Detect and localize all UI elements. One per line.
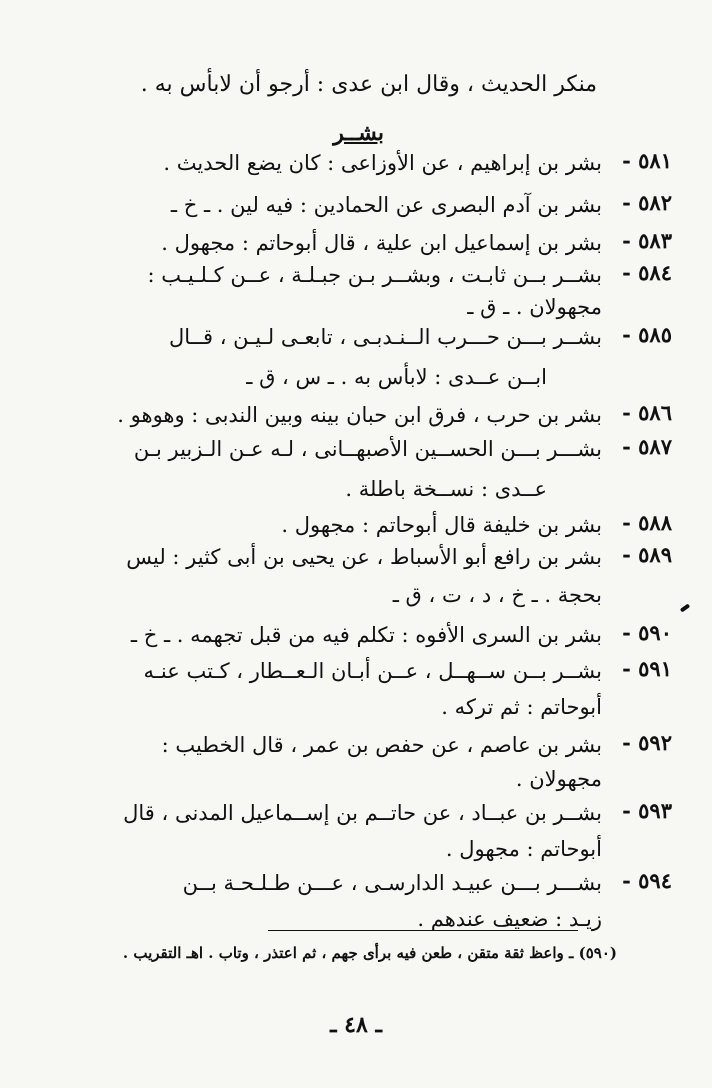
entry-text-cont: أبوحاتم : مجهول .	[445, 837, 602, 861]
entry-number: ٥٨٤ -	[622, 260, 672, 285]
entry-number: ٥٨٨ -	[622, 510, 672, 535]
entry-592-cont	[70, 764, 602, 794]
entry-594	[70, 868, 672, 898]
entry-number: ٥٨٦ -	[622, 400, 672, 425]
entry-584	[70, 260, 672, 290]
entry-text: بشر بن السرى الأفوه : تكلم فيه من قبل تجهمه . ـ خ ـ	[130, 623, 602, 647]
continuation-line: منكر الحديث ، وقال ابن عدى : أرجو أن لابأس به .	[140, 72, 597, 97]
entry-text-cont: ابــن عــدى : لابأس به . ـ س ، ق ـ	[246, 365, 547, 389]
entry-number: ٥٨١ -	[622, 148, 672, 173]
entry-583	[70, 228, 672, 258]
footnote: (٥٩٠) ـ واعظ ثقة متقن ، طعن فيه برأى جهم ، ثم اعتذر ، وتاب . اهـ التقريب .	[122, 944, 617, 962]
entry-585	[70, 322, 672, 352]
entry-text: بشــر بــن ســهــل ، عــن أبـان الـعــطار ، كـتب عنـه	[143, 659, 602, 683]
entry-587	[70, 434, 672, 464]
entry-582	[70, 190, 672, 220]
entry-text: بشــر بــن ثابـت ، وبشــر بـن جبـلـة ، عــن كـلـيـب :	[147, 263, 602, 287]
entry-589	[70, 542, 672, 572]
entry-number: ٥٩٢ -	[622, 730, 672, 755]
entry-text: بشـــر بـــن عبيـد الدارسـى ، عـــن طـلـحـة بــن	[182, 871, 602, 895]
entry-number: ٥٩٣ -	[622, 798, 672, 823]
entry-584-cont	[70, 292, 602, 322]
entry-text: بشــر بـــن حـــرب الــنـدبـى ، تابعـى لـيـن ، قــال	[169, 325, 602, 349]
entry-text: بشـــر بـــن الحســين الأصبهــانى ، لـه عـن الـزبير بـن	[133, 437, 602, 461]
entry-text-cont: عــدى : نســخة باطلة .	[345, 477, 547, 501]
entry-text-cont: مجهولان . ـ ق ـ	[467, 295, 602, 319]
entry-588	[70, 510, 672, 540]
entry-586	[70, 400, 672, 430]
entry-593-cont	[70, 834, 602, 864]
entry-text: بشر بن خليفة قال أبوحاتم : مجهول .	[281, 513, 602, 537]
entry-text-cont: مجهولان .	[515, 767, 602, 791]
entry-number: ٥٩٤ -	[622, 868, 672, 893]
entry-text: بشر بن عاصم ، عن حفص بن عمر ، قال الخطيب :	[161, 733, 602, 757]
entry-number: ٥٩٠ -	[622, 620, 672, 645]
entry-591	[70, 656, 672, 686]
entry-text: بشــر بن عبــاد ، عن حاتــم بن إســماعيل المدنى ، قال	[123, 801, 602, 825]
entry-number: ٥٨٥ -	[622, 322, 672, 347]
entry-text-cont: أبوحاتم : ثم تركه .	[441, 695, 602, 719]
entry-number: ٥٩١ -	[622, 656, 672, 681]
entry-592	[70, 730, 672, 760]
entry-text: بشر بن إبراهيم ، عن الأوزاعى : كان يضع الحديث .	[163, 151, 602, 175]
ink-mark	[680, 603, 690, 612]
entry-593	[70, 798, 672, 828]
page-number: ـ ٤٨ ـ	[330, 1012, 382, 1038]
entry-text: بشر بن آدم البصرى عن الحمادين : فيه لين . ـ خ ـ	[170, 193, 602, 217]
entry-text-cont: زيـد : ضعيف عندهم .	[417, 907, 602, 931]
entry-591-cont	[70, 692, 602, 722]
entry-text: بشر بن رافع أبو الأسباط ، عن يحيى بن أبى كثير : ليس	[126, 545, 602, 569]
footnote-rule	[268, 930, 578, 931]
entry-text-cont: بحجة . ـ خ ، د ، ت ، ق ـ	[392, 583, 602, 607]
entry-581	[70, 148, 672, 178]
entry-number: ٥٨٩ -	[622, 542, 672, 567]
entry-590	[70, 620, 672, 650]
entry-589-cont	[70, 580, 602, 610]
entry-587-cont	[70, 474, 547, 504]
section-heading: بشــر	[333, 120, 384, 146]
entry-text: بشر بن حرب ، فرق ابن حبان بينه وبين الندبى : وهوهو .	[117, 403, 602, 427]
entry-text: بشر بن إسماعيل ابن علية ، قال أبوحاتم : مجهول .	[161, 231, 602, 255]
entry-number: ٥٨٧ -	[622, 434, 672, 459]
entry-585-cont	[70, 362, 547, 392]
entry-number: ٥٨٣ -	[622, 228, 672, 253]
entry-number: ٥٨٢ -	[622, 190, 672, 215]
